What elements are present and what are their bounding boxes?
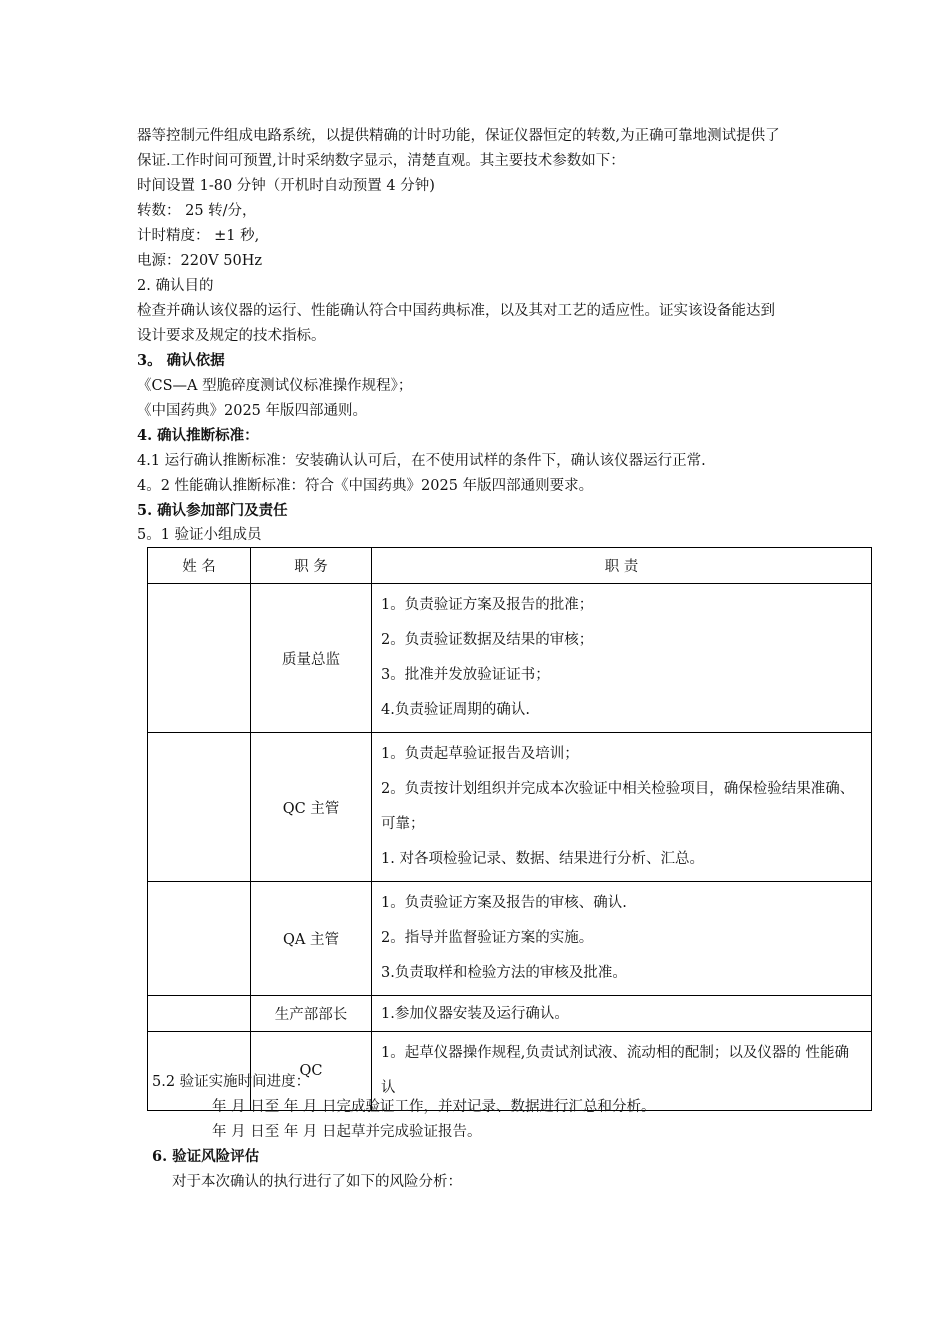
intro-line-1: 器等控制元件组成电路系统，以提供精确的计时功能，保证仪器恒定的转数,为正确可靠地测试提供了 <box>137 128 780 144</box>
section-2-line-1: 检查并确认该仪器的运行、性能确认符合中国药典标准，以及其对工艺的适应性。证实该设备能达到 <box>137 303 775 319</box>
position-cell: 生产部部长 <box>251 996 372 1032</box>
section-3-title: 3。 确认依据 <box>137 352 225 369</box>
duty-item: 1。负责验证方案及报告的批准； <box>381 597 594 613</box>
duty-item: 1。负责起草验证报告及培训； <box>381 746 579 762</box>
section-4-line-1: 4.1 运行确认推断标准：安装确认认可后，在不使用试样的条件下，确认该仪器运行正常. <box>137 453 706 469</box>
section-4-title: 4. 确认推断标准： <box>137 427 259 444</box>
duty-item: 3。批准并发放验证证书； <box>381 667 550 683</box>
section-5-1-title: 5。1 验证小组成员 <box>137 527 262 543</box>
duty-item: 1. 对各项检验记录、数据、结果进行分析、汇总。 <box>381 851 704 867</box>
reference-2: 《中国药典》2025 年版四部通则。 <box>137 403 368 419</box>
section-5-2-title: 5.2 验证实施时间进度： <box>152 1074 311 1090</box>
duty-item: 1。负责验证方案及报告的审核、确认. <box>381 895 627 911</box>
param-power: 电源：220V 50Hz <box>137 253 262 269</box>
param-time: 时间设置 1-80 分钟（开机时自动预置 4 分钟) <box>137 178 435 194</box>
position-cell: QC <box>251 1032 372 1111</box>
section-6-line-1: 对于本次确认的执行进行了如下的风险分析： <box>172 1174 462 1190</box>
duty-item: 2。负责验证数据及结果的审核； <box>381 632 594 648</box>
table-row <box>148 733 872 882</box>
duty-item: 3.负责取样和检验方法的审核及批准。 <box>381 965 627 981</box>
name-cell <box>148 882 251 996</box>
header-duties: 职 责 <box>372 548 872 584</box>
duties-cell <box>372 882 872 996</box>
intro-line-2: 保证.工作时间可预置,计时采纳数字显示，清楚直观。其主要技术参数如下： <box>137 153 625 169</box>
position-cell: 质量总监 <box>251 584 372 733</box>
header-position: 职 务 <box>251 548 372 584</box>
param-speed: 转数： 25 转/分， <box>137 203 257 219</box>
param-accuracy: 计时精度： ±1 秒, <box>137 228 260 244</box>
duties-cell <box>372 733 872 882</box>
duty-item: 1.参加仪器安装及运行确认。 <box>381 1005 569 1022</box>
table-row <box>148 584 872 733</box>
table-row <box>148 996 872 1032</box>
duty-item: 2。指导并监督验证方案的实施。 <box>381 930 594 946</box>
schedule-line-1: 年 月 日至 年 月 日完成验证工作，并对记录、数据进行汇总和分析。 <box>212 1099 656 1115</box>
responsibility-table <box>147 547 872 1111</box>
section-2-line-2: 设计要求及规定的技术指标。 <box>137 328 326 344</box>
table-header-row <box>148 548 872 584</box>
name-cell <box>148 584 251 733</box>
section-2-title: 2. 确认目的 <box>137 278 214 294</box>
schedule-line-2: 年 月 日至 年 月 日起草并完成验证报告。 <box>212 1124 482 1140</box>
header-name: 姓 名 <box>148 548 251 584</box>
duty-item: 1。起草仪器操作规程,负责试剂试液、流动相的配制；以及仪器的 性能确认 <box>381 1045 849 1096</box>
section-5-title: 5. 确认参加部门及责任 <box>137 502 288 519</box>
reference-1: 《CS—A 型脆碎度测试仪标准操作规程》； <box>137 378 413 394</box>
name-cell <box>148 733 251 882</box>
duties-cell <box>372 584 872 733</box>
section-4-line-2: 4。2 性能确认推断标准：符合《中国药典》2025 年版四部通则要求。 <box>137 478 594 494</box>
duties-cell <box>372 996 872 1032</box>
table-row <box>148 882 872 996</box>
section-6-title: 6. 验证风险评估 <box>152 1148 260 1165</box>
position-cell: QA 主管 <box>251 882 372 996</box>
duty-item: 2。负责按计划组织并完成本次验证中相关检验项目，确保检验结果准确、可靠； <box>381 781 855 832</box>
name-cell <box>148 996 251 1032</box>
position-cell: QC 主管 <box>251 733 372 882</box>
duty-item: 4.负责验证周期的确认. <box>381 702 530 718</box>
